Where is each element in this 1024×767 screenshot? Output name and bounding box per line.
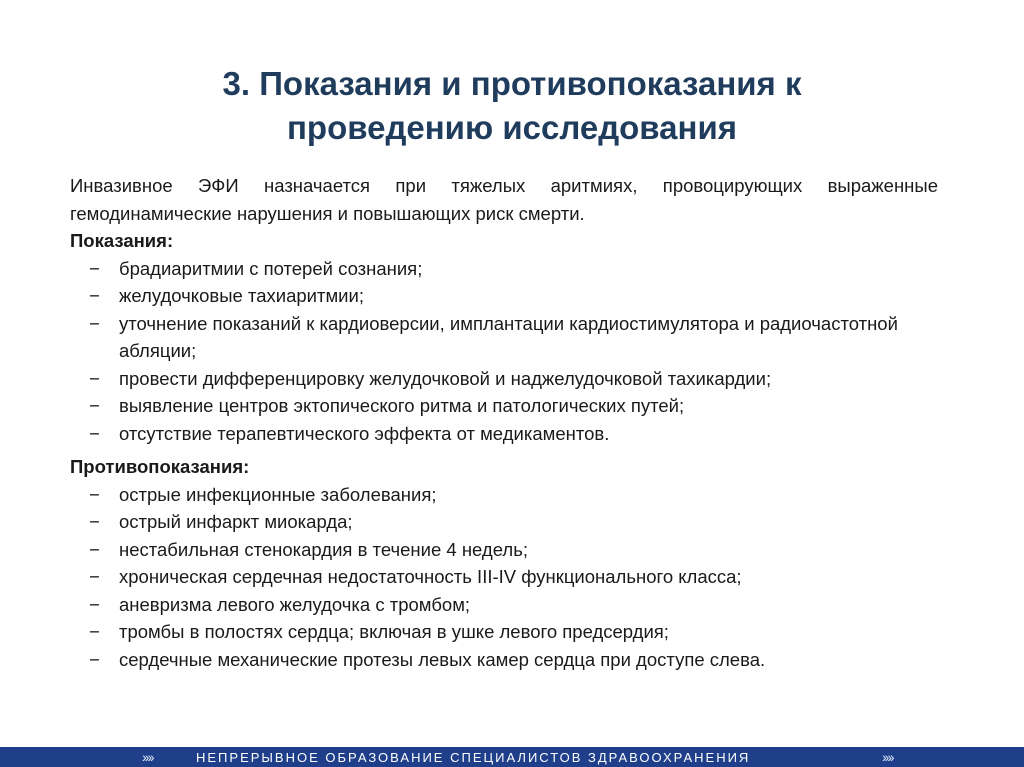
indication-item bbox=[70, 255, 938, 283]
bullet-dash: − bbox=[89, 367, 100, 389]
bullet-dash: − bbox=[89, 593, 100, 615]
bullet-dash: − bbox=[89, 483, 100, 505]
page-title bbox=[60, 62, 964, 150]
slide-body bbox=[70, 172, 938, 673]
contraindication-item-text: тромбы в полостях сердца; включая в ушке левого предсердия; bbox=[119, 621, 669, 642]
bullet-dash: − bbox=[89, 648, 100, 670]
contraindications-list bbox=[70, 481, 938, 674]
contraindication-item-text: сердечные механические протезы левых камер сердца при доступе слева. bbox=[119, 648, 766, 670]
indication-item-text: желудочковые тахиаритмии; bbox=[119, 285, 364, 306]
contraindication-item bbox=[70, 563, 938, 591]
bullet-dash: − bbox=[89, 511, 100, 532]
contraindication-item bbox=[70, 481, 938, 509]
contraindications-heading: Противопоказания: bbox=[70, 456, 250, 477]
title-line-1: 3. Показания и противопоказания к bbox=[222, 65, 802, 102]
double-chevron-right-icon: ›››› bbox=[142, 749, 153, 765]
indications-heading: Показания: bbox=[70, 230, 174, 251]
contraindication-item bbox=[70, 646, 938, 674]
contraindication-item bbox=[70, 591, 938, 619]
indication-item bbox=[70, 310, 938, 365]
contraindication-item-text: острый инфаркт миокарда; bbox=[119, 511, 353, 532]
bullet-dash: − bbox=[89, 285, 100, 306]
contraindication-item-text: острые инфекционные заболевания; bbox=[119, 483, 437, 505]
bullet-dash: − bbox=[89, 312, 100, 334]
indication-item-text: провести дифференцировку желудочковой и наджелудочковой тахикардии; bbox=[119, 367, 772, 389]
bullet-dash: − bbox=[89, 538, 100, 560]
indication-item bbox=[70, 420, 938, 448]
indication-item bbox=[70, 365, 938, 393]
bullet-dash: − bbox=[89, 395, 100, 416]
intro-paragraph: Инвазивное ЭФИ назначается при тяжелых аритмиях, провоцирующих выраженные гемодинамические нарушения и повышающих риск смерти. bbox=[70, 175, 938, 224]
title-line-2: проведению исследования bbox=[287, 109, 737, 146]
contraindication-item-text: аневризма левого желудочка с тромбом; bbox=[119, 593, 471, 615]
indication-item bbox=[70, 282, 938, 310]
indication-item-text: выявление центров эктопического ритма и патологических путей; bbox=[119, 395, 685, 416]
double-chevron-right-icon: ›››› bbox=[882, 749, 893, 765]
indication-item-text: брадиаритмии с потерей сознания; bbox=[119, 257, 423, 279]
indications-list bbox=[70, 255, 938, 448]
indication-item-text: уточнение показаний к кардиоверсии, имплантации кардиостимулятора и радиочастотной абляции; bbox=[119, 312, 898, 361]
contraindication-item bbox=[70, 618, 938, 646]
indication-item-text: отсутствие терапевтического эффекта от медикаментов. bbox=[119, 422, 610, 444]
bullet-dash: − bbox=[89, 422, 100, 444]
footer-banner bbox=[0, 747, 1024, 767]
bullet-dash: − bbox=[89, 257, 100, 279]
footer-text: НЕПРЕРЫВНОЕ ОБРАЗОВАНИЕ СПЕЦИАЛИСТОВ ЗДРАВООХРАНЕНИЯ bbox=[196, 750, 751, 765]
contraindication-item-text: хроническая сердечная недостаточность III-IV функционального класса; bbox=[119, 566, 742, 587]
contraindication-item bbox=[70, 508, 938, 536]
indication-item bbox=[70, 392, 938, 420]
bullet-dash: − bbox=[89, 566, 100, 587]
contraindication-item-text: нестабильная стенокардия в течение 4 недель; bbox=[119, 538, 528, 560]
contraindication-item bbox=[70, 536, 938, 564]
bullet-dash: − bbox=[89, 621, 100, 642]
